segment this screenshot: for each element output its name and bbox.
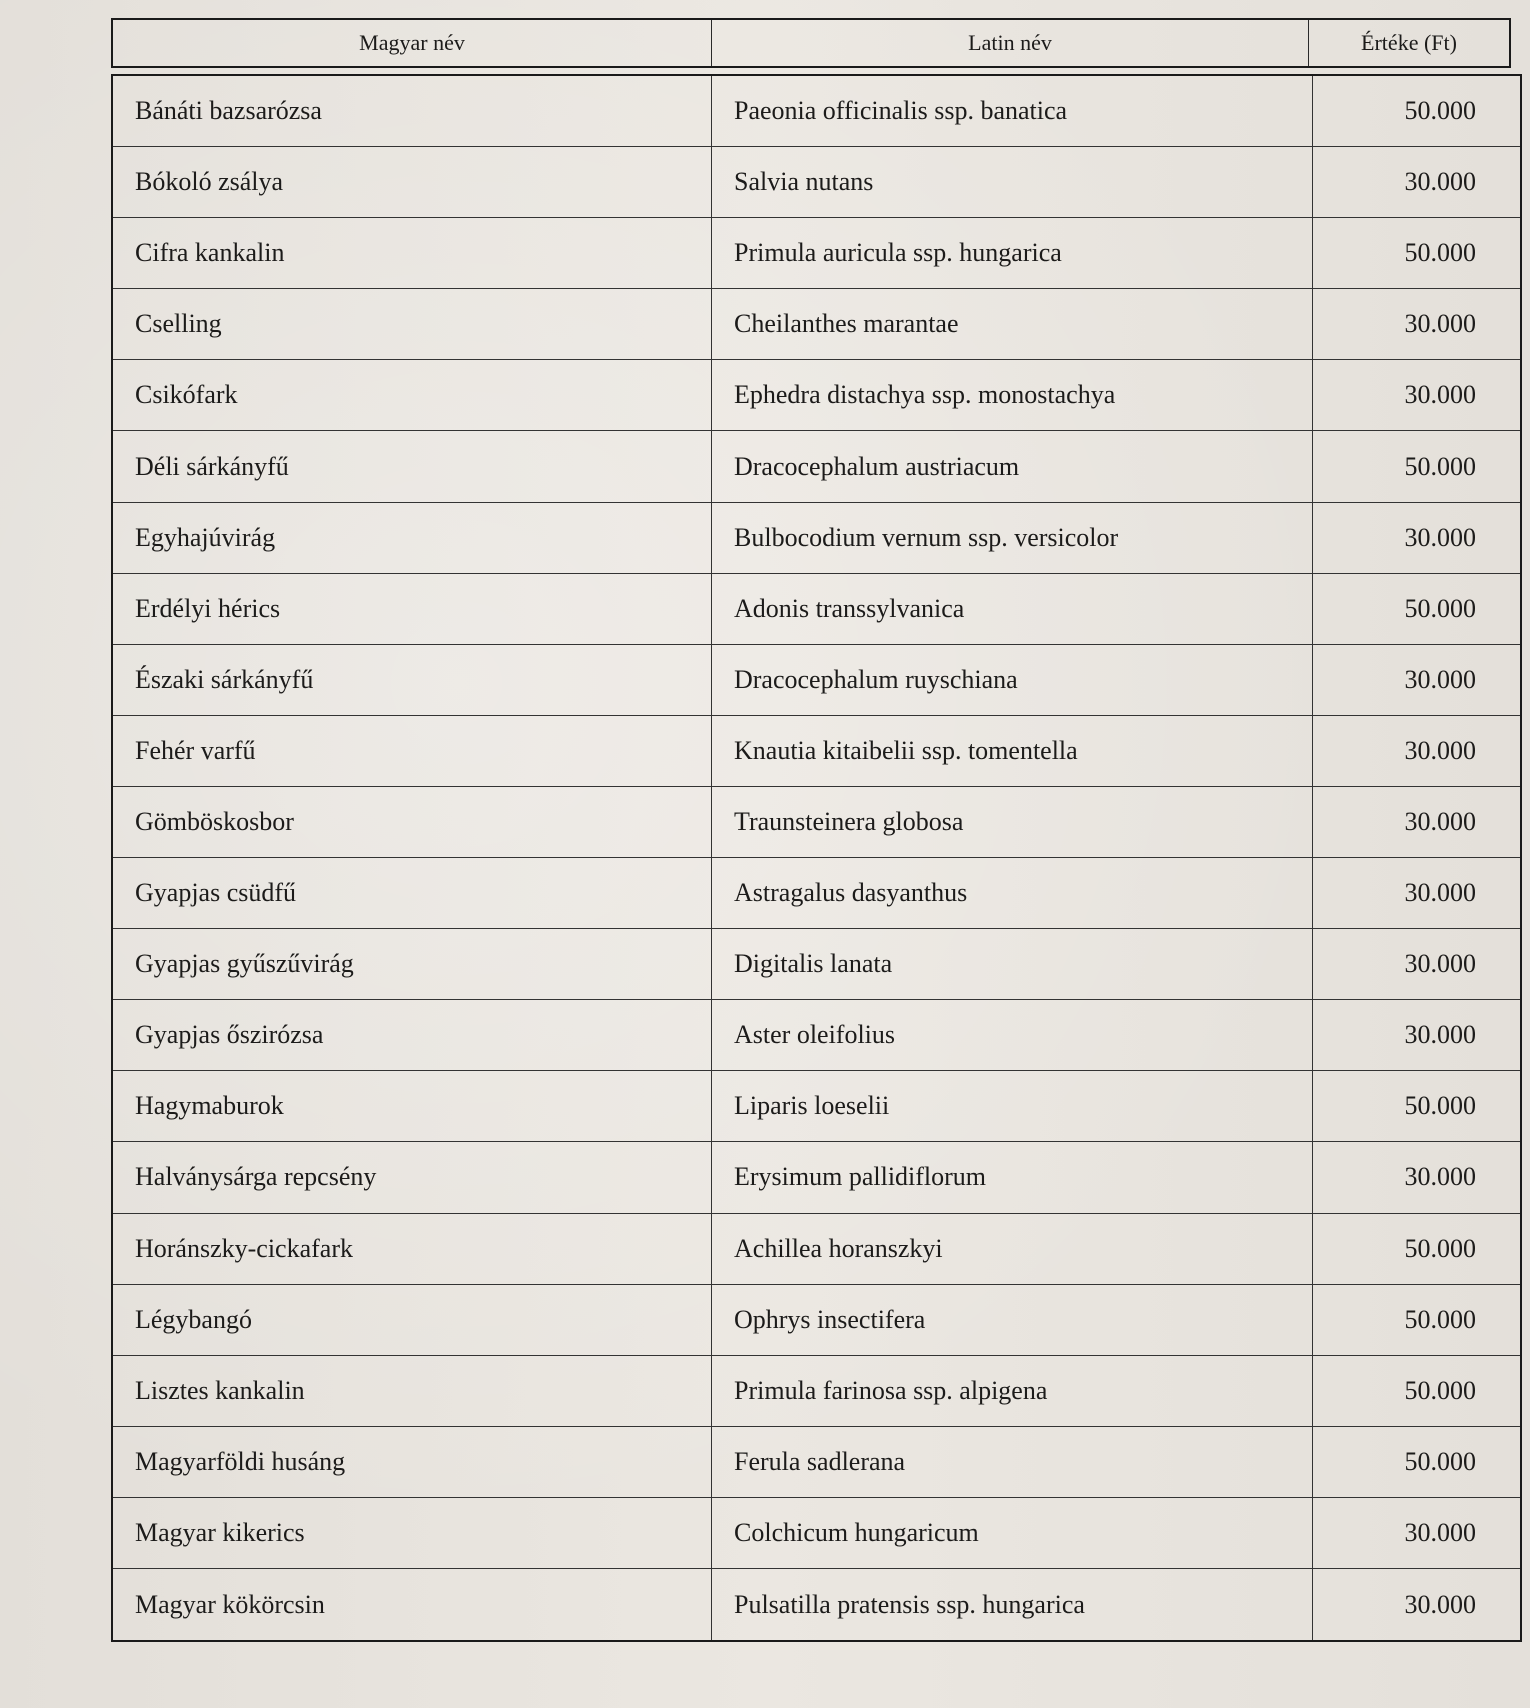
header-latin-name: Latin név [712, 20, 1309, 66]
cell-latin-name: Ephedra distachya ssp. monostachya [712, 360, 1313, 430]
table-row [113, 1569, 1520, 1640]
cell-value: 30.000 [1404, 1517, 1476, 1547]
table-row [113, 716, 1520, 787]
cell-latin-name: Dracocephalum ruyschiana [712, 645, 1313, 715]
cell-latin-name: Digitalis lanata [712, 929, 1313, 999]
table-row [113, 929, 1520, 1000]
cell-hungarian-name: Magyar kikerics [113, 1498, 712, 1568]
cell-value: 50.000 [1404, 1304, 1476, 1334]
cell-value: 30.000 [1404, 167, 1476, 197]
cell-value: 30.000 [1404, 664, 1476, 694]
cell-latin-name: Dracocephalum austriacum [712, 431, 1313, 501]
cell-latin-name: Aster oleifolius [712, 1000, 1313, 1070]
cell-latin-name: Achillea horanszkyi [712, 1214, 1313, 1284]
cell-hungarian-name: Bánáti bazsarózsa [113, 76, 712, 146]
cell-hungarian-name: Lisztes kankalin [113, 1356, 712, 1426]
cell-value: 30.000 [1404, 1589, 1476, 1619]
table-header [111, 18, 1511, 68]
table-row [113, 858, 1520, 929]
cell-latin-name: Primula auricula ssp. hungarica [712, 218, 1313, 288]
table-row [113, 1427, 1520, 1498]
table-row [113, 503, 1520, 574]
table-row [113, 76, 1520, 147]
header-hungarian-name: Magyar név [113, 20, 712, 66]
table-row [113, 1285, 1520, 1356]
cell-hungarian-name: Halványsárga repcsény [113, 1142, 712, 1212]
cell-hungarian-name: Bókoló zsálya [113, 147, 712, 217]
cell-hungarian-name: Magyarföldi husáng [113, 1427, 712, 1497]
cell-latin-name: Pulsatilla pratensis ssp. hungarica [712, 1569, 1313, 1640]
cell-value: 50.000 [1404, 96, 1476, 126]
table-row [113, 1071, 1520, 1142]
cell-hungarian-name: Csikófark [113, 360, 712, 430]
table-row [113, 1356, 1520, 1427]
cell-value: 30.000 [1404, 522, 1476, 552]
cell-value: 30.000 [1404, 949, 1476, 979]
cell-value: 50.000 [1404, 1446, 1476, 1476]
cell-latin-name: Salvia nutans [712, 147, 1313, 217]
cell-hungarian-name: Gyapjas gyűszűvirág [113, 929, 712, 999]
cell-hungarian-name: Egyhajúvirág [113, 503, 712, 573]
cell-latin-name: Adonis transsylvanica [712, 574, 1313, 644]
cell-latin-name: Ferula sadlerana [712, 1427, 1313, 1497]
cell-hungarian-name: Horánszky-cickafark [113, 1214, 712, 1284]
cell-latin-name: Knautia kitaibelii ssp. tomentella [712, 716, 1313, 786]
cell-value: 50.000 [1404, 593, 1476, 623]
cell-value: 50.000 [1404, 1091, 1476, 1121]
cell-hungarian-name: Fehér varfű [113, 716, 712, 786]
cell-hungarian-name: Magyar kökörcsin [113, 1569, 712, 1640]
cell-latin-name: Paeonia officinalis ssp. banatica [712, 76, 1313, 146]
cell-hungarian-name: Gyapjas csüdfű [113, 858, 712, 928]
cell-hungarian-name: Légybangó [113, 1285, 712, 1355]
cell-value: 30.000 [1404, 878, 1476, 908]
cell-value: 50.000 [1404, 238, 1476, 268]
cell-latin-name: Astragalus dasyanthus [712, 858, 1313, 928]
cell-value: 30.000 [1404, 309, 1476, 339]
table-row [113, 1498, 1520, 1569]
table-row [113, 1214, 1520, 1285]
table-body [111, 74, 1522, 1642]
cell-hungarian-name: Déli sárkányfű [113, 431, 712, 501]
table-row [113, 787, 1520, 858]
cell-latin-name: Ophrys insectifera [712, 1285, 1313, 1355]
table-row [113, 360, 1520, 431]
cell-latin-name: Colchicum hungaricum [712, 1498, 1313, 1568]
cell-latin-name: Cheilanthes marantae [712, 289, 1313, 359]
table-row [113, 645, 1520, 716]
cell-latin-name: Liparis loeselii [712, 1071, 1313, 1141]
cell-value: 50.000 [1404, 1375, 1476, 1405]
header-value: Értéke (Ft) [1361, 30, 1457, 55]
cell-value: 50.000 [1404, 1233, 1476, 1263]
cell-latin-name: Primula farinosa ssp. alpigena [712, 1356, 1313, 1426]
cell-hungarian-name: Gyapjas őszirózsa [113, 1000, 712, 1070]
cell-value: 30.000 [1404, 1020, 1476, 1050]
table-row [113, 574, 1520, 645]
cell-latin-name: Erysimum pallidiflorum [712, 1142, 1313, 1212]
table-row [113, 289, 1520, 360]
cell-value: 30.000 [1404, 806, 1476, 836]
cell-value: 50.000 [1404, 451, 1476, 481]
cell-latin-name: Traunsteinera globosa [712, 787, 1313, 857]
cell-value: 30.000 [1404, 1162, 1476, 1192]
cell-value: 30.000 [1404, 380, 1476, 410]
cell-latin-name: Bulbocodium vernum ssp. versicolor [712, 503, 1313, 573]
table-row [113, 1000, 1520, 1071]
cell-hungarian-name: Cifra kankalin [113, 218, 712, 288]
cell-hungarian-name: Cselling [113, 289, 712, 359]
table-row [113, 1142, 1520, 1213]
table-row [113, 431, 1520, 502]
cell-value: 30.000 [1404, 735, 1476, 765]
table-row [113, 218, 1520, 289]
cell-hungarian-name: Gömböskosbor [113, 787, 712, 857]
cell-hungarian-name: Erdélyi hérics [113, 574, 712, 644]
table-row [113, 147, 1520, 218]
cell-hungarian-name: Északi sárkányfű [113, 645, 712, 715]
cell-hungarian-name: Hagymaburok [113, 1071, 712, 1141]
